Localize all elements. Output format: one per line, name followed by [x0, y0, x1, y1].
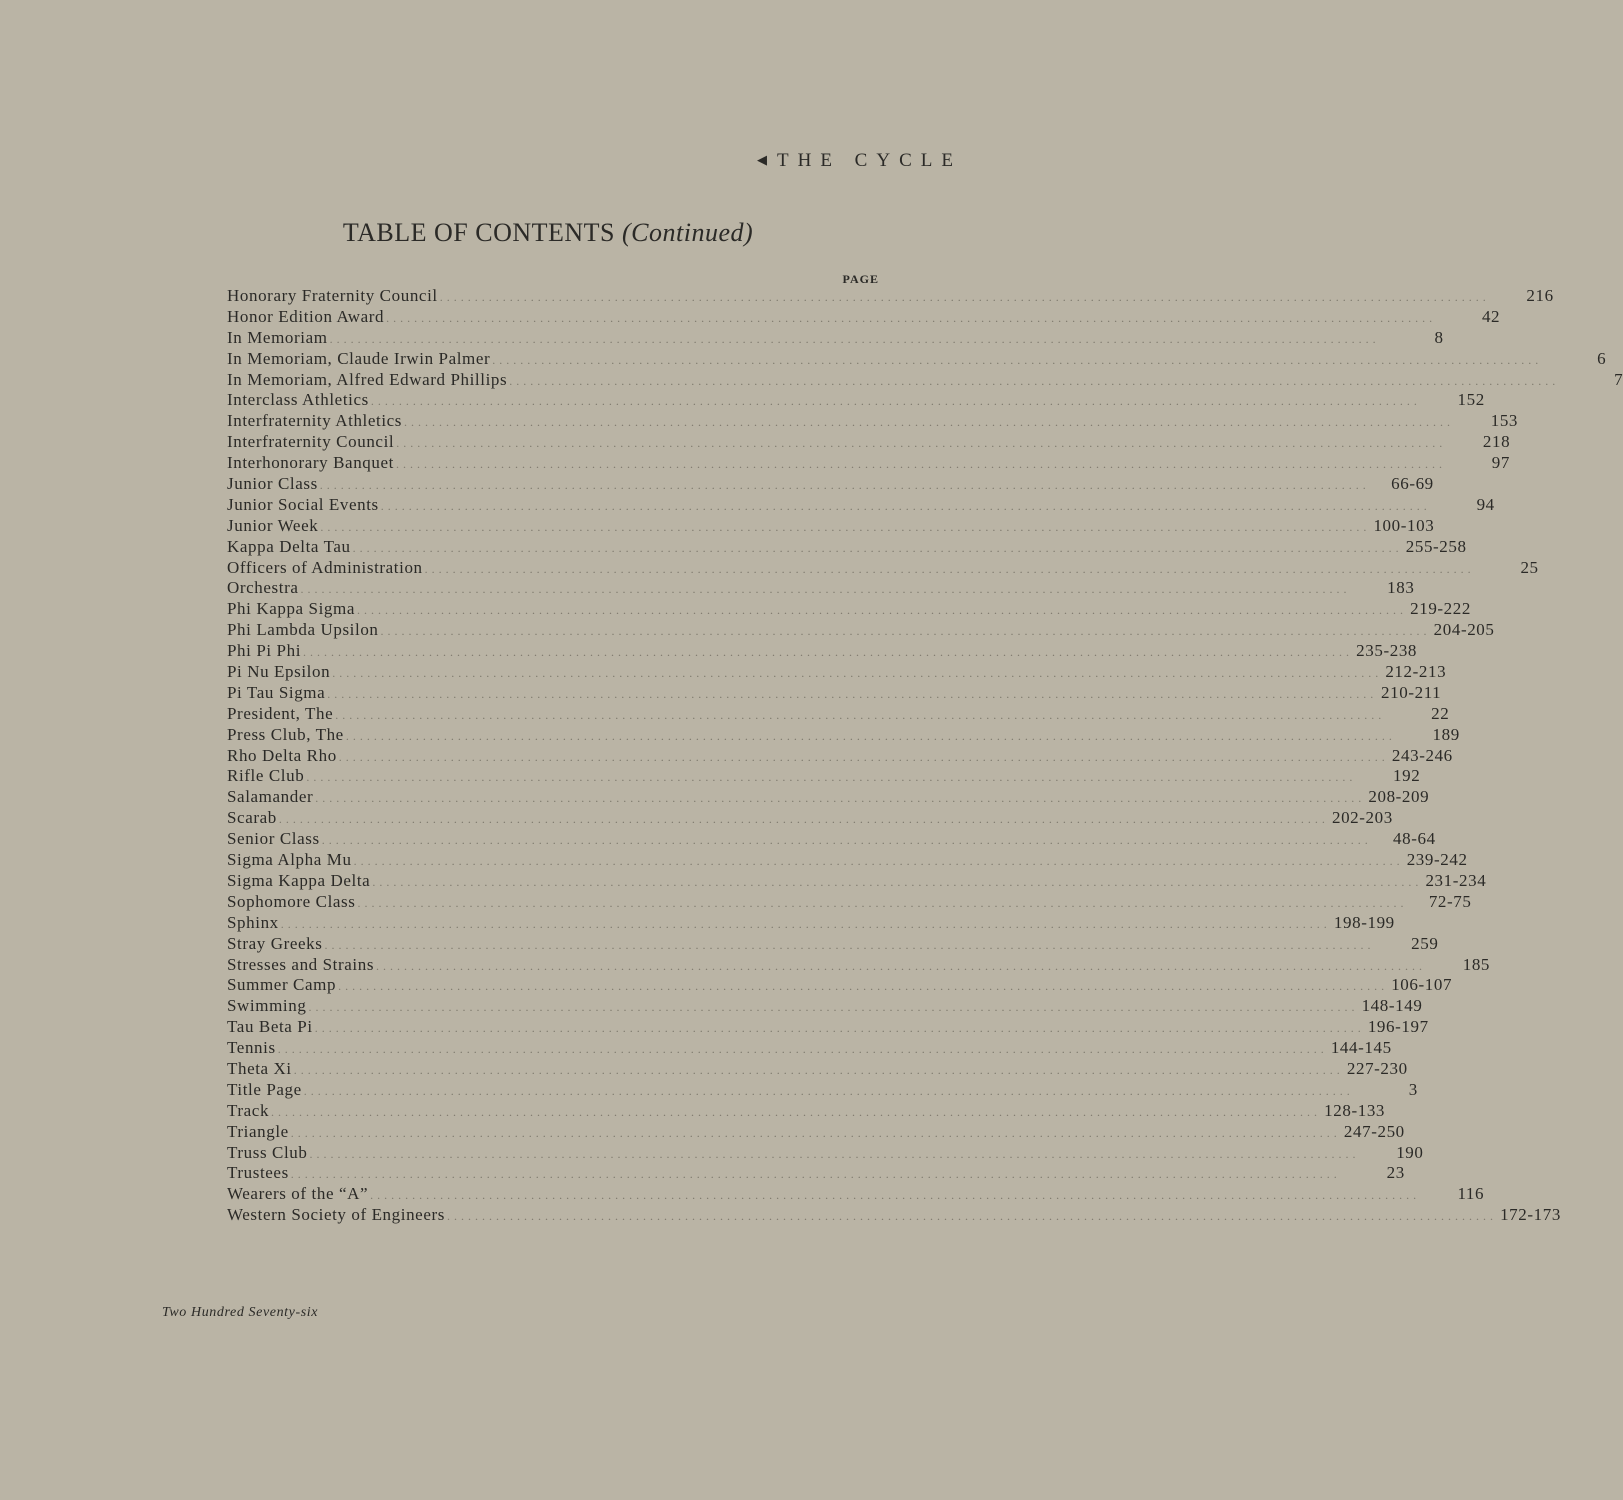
toc-entry: [227, 912, 1395, 934]
toc-entry-label: Truss Club: [227, 1142, 308, 1162]
toc-entry: [227, 327, 1444, 349]
toc-entry-label: Senior Class: [227, 829, 320, 849]
dot-leader: ......................................................................................................................................................: [345, 728, 1396, 743]
dot-leader: ......................................................................................................................................................: [314, 1021, 1365, 1036]
page-title: [0, 218, 1096, 248]
dot-leader: ......................................................................................................................................................: [324, 937, 1375, 952]
toc-entry-label: Pi Nu Epsilon: [227, 662, 331, 682]
toc-entry-page: 192: [1393, 766, 1421, 786]
toc-entry-page: 48-64: [1393, 829, 1436, 849]
toc-entry: [227, 557, 1539, 579]
toc-entry-label: Salamander: [227, 787, 314, 807]
title-main: TABLE OF CONTENTS: [342, 218, 616, 247]
toc-entry: [227, 724, 1460, 746]
dot-leader: ......................................................................................................................................................: [308, 1000, 1359, 1015]
dot-leader: ......................................................................................................................................................: [290, 1125, 1341, 1140]
toc-entry-label: Junior Week: [227, 515, 319, 535]
toc-entry-label: President, The: [227, 703, 334, 723]
left-arrow-icon: ◀: [757, 152, 767, 167]
toc-entry-page: 172-173: [1500, 1205, 1561, 1225]
toc-entry-label: Officers of Administration: [227, 557, 423, 577]
toc-entry: [227, 703, 1450, 725]
toc-entry-page: 255-258: [1405, 536, 1467, 556]
toc-entry-label: Pi Tau Sigma: [227, 682, 326, 702]
toc-entry: [227, 474, 1434, 495]
toc-entry: [227, 1100, 1386, 1122]
dot-leader: ......................................................................................................................................................: [335, 707, 1386, 722]
toc-entry: [227, 1038, 1392, 1059]
dot-leader: ......................................................................................................................................................: [290, 1167, 1341, 1182]
toc-entry-label: Summer Camp: [227, 975, 337, 995]
toc-entry-page: 231-234: [1425, 870, 1487, 890]
toc-entry-page: 106-107: [1391, 975, 1453, 995]
running-head: [757, 150, 962, 172]
dot-leader: ......................................................................................................................................................: [353, 854, 1404, 869]
dot-leader: ......................................................................................................................................................: [293, 1062, 1344, 1077]
toc-entry-label: Theta Xi: [227, 1058, 292, 1078]
toc-entry-label: Stresses and Strains: [227, 954, 375, 974]
toc-entry-label: Phi Pi Phi: [227, 641, 302, 661]
dot-leader: ......................................................................................................................................................: [380, 624, 1431, 639]
toc-entry-label: Sigma Kappa Delta: [227, 870, 371, 890]
dot-leader: ......................................................................................................................................................: [338, 979, 1389, 994]
toc-entry-page: 247-250: [1343, 1121, 1405, 1141]
toc-entry-label: Honor Edition Award: [227, 306, 385, 326]
title-suffix: (Continued): [622, 218, 754, 247]
toc-entry: [227, 641, 1418, 662]
toc-entry-page: 239-242: [1406, 850, 1468, 870]
dot-leader: ......................................................................................................................................................: [372, 874, 1423, 889]
dot-leader: ......................................................................................................................................................: [329, 331, 1380, 346]
toc-entry: [227, 1163, 1405, 1184]
toc-entry-page: 23: [1386, 1163, 1405, 1183]
toc-entry-label: Tennis: [227, 1038, 276, 1058]
dot-leader: ......................................................................................................................................................: [315, 791, 1366, 806]
toc-entry-page: 128-133: [1324, 1100, 1386, 1120]
toc-entry-label: Rifle Club: [227, 766, 305, 786]
toc-entry-label: Stray Greeks: [227, 933, 323, 953]
toc-entry: [227, 286, 1554, 307]
dot-leader: ......................................................................................................................................................: [370, 394, 1421, 409]
toc-entry-label: Phi Lambda Upsilon: [227, 620, 379, 640]
dot-leader: ......................................................................................................................................................: [352, 540, 1403, 555]
toc-entry-page: 235-238: [1356, 641, 1418, 661]
dot-leader: ......................................................................................................................................................: [303, 645, 1354, 660]
toc-entry-page: 148-149: [1361, 996, 1423, 1016]
toc-entry: [227, 1058, 1408, 1080]
toc-entry-page: 196-197: [1367, 1017, 1429, 1037]
toc-entry-page: 259: [1411, 933, 1439, 953]
toc-entry-page: 190: [1396, 1142, 1424, 1162]
toc-entry-page: 8: [1434, 327, 1444, 347]
toc-entry-label: Tau Beta Pi: [227, 1017, 313, 1037]
toc-entry-label: Wearers of the “A”: [227, 1184, 369, 1204]
toc-entry-page: 218: [1482, 432, 1511, 452]
toc-entry-label: In Memoriam: [227, 327, 328, 347]
dot-leader: ......................................................................................................................................................: [380, 498, 1431, 513]
toc-entry-page: 183: [1387, 578, 1415, 598]
dot-leader: ......................................................................................................................................................: [277, 1042, 1328, 1057]
toc-entry: [227, 1017, 1429, 1038]
toc-entry-label: Swimming: [227, 996, 307, 1016]
dot-leader: ......................................................................................................................................................: [303, 1083, 1354, 1098]
dot-leader: ......................................................................................................................................................: [509, 373, 1560, 388]
toc-entry-page: 42: [1481, 306, 1501, 326]
dot-leader: ......................................................................................................................................................: [370, 1188, 1421, 1203]
toc-entry: [227, 390, 1485, 411]
dot-leader: ......................................................................................................................................................: [320, 519, 1371, 534]
toc-entry-label: Trustees: [227, 1163, 289, 1183]
toc-entry: [227, 411, 1519, 432]
dot-leader: ......................................................................................................................................................: [424, 561, 1475, 576]
toc-entry: [227, 745, 1453, 767]
toc-entry: [227, 1121, 1405, 1143]
dot-leader: ......................................................................................................................................................: [395, 457, 1446, 472]
dot-leader: ......................................................................................................................................................: [376, 958, 1427, 973]
toc-list: [227, 286, 1623, 1226]
toc-entry: [227, 787, 1430, 808]
toc-entry: [227, 808, 1393, 829]
toc-entry: [227, 453, 1510, 474]
toc-entry-page: 6: [1597, 348, 1607, 368]
toc-entry-page: 116: [1457, 1184, 1485, 1204]
dot-leader: ......................................................................................................................................................: [357, 603, 1407, 618]
toc-entry-page: 210-211: [1381, 682, 1442, 702]
dot-leader: ......................................................................................................................................................: [332, 666, 1383, 681]
toc-entry: [227, 599, 1471, 620]
toc-entry-page: 22: [1431, 703, 1450, 723]
toc-entry: [227, 515, 1435, 537]
toc-entry: [227, 870, 1487, 892]
toc-entry: [227, 306, 1501, 328]
toc-entry-label: Sigma Alpha Mu: [227, 850, 352, 870]
toc-entry-page: 185: [1462, 954, 1491, 974]
toc-entry: [227, 1079, 1418, 1101]
toc-entry-label: In Memoriam, Claude Irwin Palmer: [227, 348, 491, 368]
toc-entry: [227, 369, 1623, 391]
toc-entry-page: 219-222: [1410, 599, 1471, 619]
toc-entry-page: 72-75: [1428, 891, 1472, 911]
toc-entry-page: 100-103: [1373, 515, 1435, 535]
toc-entry-label: Interfraternity Council: [227, 432, 395, 452]
toc-entry: [227, 975, 1453, 996]
toc-entry-page: 227-230: [1346, 1058, 1408, 1078]
toc-entry-page: 97: [1491, 453, 1510, 473]
toc-entry: [227, 620, 1495, 641]
toc-entry: [227, 536, 1467, 558]
toc-entry-label: Title Page: [227, 1079, 302, 1099]
toc-entry-page: 216: [1526, 286, 1554, 305]
toc-entry: [227, 766, 1421, 787]
toc-entry: [227, 432, 1511, 453]
dot-leader: ......................................................................................................................................................: [271, 1104, 1322, 1119]
toc-entry-label: Orchestra: [227, 578, 299, 598]
toc-entry-label: Sphinx: [227, 912, 279, 932]
toc-entry: [227, 954, 1491, 976]
dot-leader: ......................................................................................................................................................: [338, 749, 1389, 764]
toc-entry-label: In Memoriam, Alfred Edward Phillips: [227, 369, 508, 389]
toc-entry-label: Honorary Fraternity Council: [227, 286, 438, 305]
toc-entry: [227, 578, 1415, 599]
toc-entry-label: Interfraternity Athletics: [227, 411, 403, 431]
dot-leader: ......................................................................................................................................................: [309, 1146, 1360, 1161]
dot-leader: ......................................................................................................................................................: [327, 686, 1378, 701]
toc-entry-page: 144-145: [1330, 1038, 1392, 1058]
toc-entry-label: Phi Kappa Sigma: [227, 599, 355, 619]
toc-entry-page: 152: [1457, 390, 1485, 410]
dot-leader: ......................................................................................................................................................: [396, 436, 1447, 451]
page-column-header: PAGE: [842, 272, 879, 286]
toc-entry-label: Kappa Delta Tau: [227, 536, 351, 556]
toc-entry-page: 94: [1476, 494, 1495, 514]
dot-leader: ......................................................................................................................................................: [278, 812, 1329, 827]
dot-leader: ......................................................................................................................................................: [306, 770, 1357, 785]
dot-leader: ......................................................................................................................................................: [321, 833, 1372, 848]
toc-entry-label: Scarab: [227, 808, 277, 828]
dot-leader: ......................................................................................................................................................: [446, 1209, 1497, 1224]
toc-entry-label: Triangle: [227, 1121, 289, 1141]
toc-entry-label: Track: [227, 1100, 270, 1120]
toc-entry: [227, 494, 1495, 516]
toc-entry-label: Press Club, The: [227, 724, 344, 744]
toc-entry-page: 202-203: [1331, 808, 1393, 828]
toc-entry: [227, 829, 1436, 850]
toc-entry-label: Sophomore Class: [227, 891, 356, 911]
toc-entry-label: Interhonorary Banquet: [227, 453, 394, 473]
toc-entry: [227, 850, 1468, 871]
toc-entry-page: 189: [1432, 724, 1460, 744]
toc-entry-page: 204-205: [1433, 620, 1495, 640]
toc-entry-page: 3: [1408, 1079, 1418, 1099]
toc-entry: [227, 891, 1472, 913]
dot-leader: ......................................................................................................................................................: [404, 415, 1455, 430]
toc-entry-page: 153: [1490, 411, 1519, 431]
toc-entry: [227, 1205, 1561, 1226]
dot-leader: ......................................................................................................................................................: [300, 582, 1351, 597]
toc-entry: [227, 1184, 1485, 1205]
dot-leader: ......................................................................................................................................................: [439, 290, 1490, 304]
dot-leader: ......................................................................................................................................................: [386, 310, 1437, 325]
dot-leader: ......................................................................................................................................................: [492, 352, 1543, 367]
toc-entry-label: Junior Class: [227, 474, 318, 494]
toc-entry-page: 66-69: [1391, 474, 1434, 494]
toc-entry-label: Western Society of Engineers: [227, 1205, 445, 1225]
toc-entry: [227, 1142, 1424, 1164]
toc-entry-page: 208-209: [1368, 787, 1430, 807]
toc-entry: [227, 682, 1442, 704]
running-head-text: THE CYCLE: [777, 150, 962, 171]
toc-entry-page: 7: [1614, 369, 1623, 389]
toc-entry: [227, 348, 1607, 370]
toc-entry-page: 198-199: [1333, 912, 1395, 932]
dot-leader: ......................................................................................................................................................: [280, 916, 1331, 931]
toc-entry-label: Interclass Athletics: [227, 390, 369, 410]
toc-entry: [227, 933, 1439, 955]
dot-leader: ......................................................................................................................................................: [357, 895, 1408, 910]
toc-entry-page: 243-246: [1391, 745, 1453, 765]
toc-entry-page: 25: [1520, 557, 1539, 577]
page-footer: Two Hundred Seventy-six: [162, 1305, 319, 1320]
toc-entry-page: 212-213: [1385, 662, 1447, 682]
dot-leader: ......................................................................................................................................................: [319, 478, 1370, 493]
toc-entry-label: Rho Delta Rho: [227, 745, 337, 765]
toc-entry: [227, 662, 1447, 683]
toc-entry: [227, 996, 1423, 1017]
toc-entry-label: Junior Social Events: [227, 494, 379, 514]
